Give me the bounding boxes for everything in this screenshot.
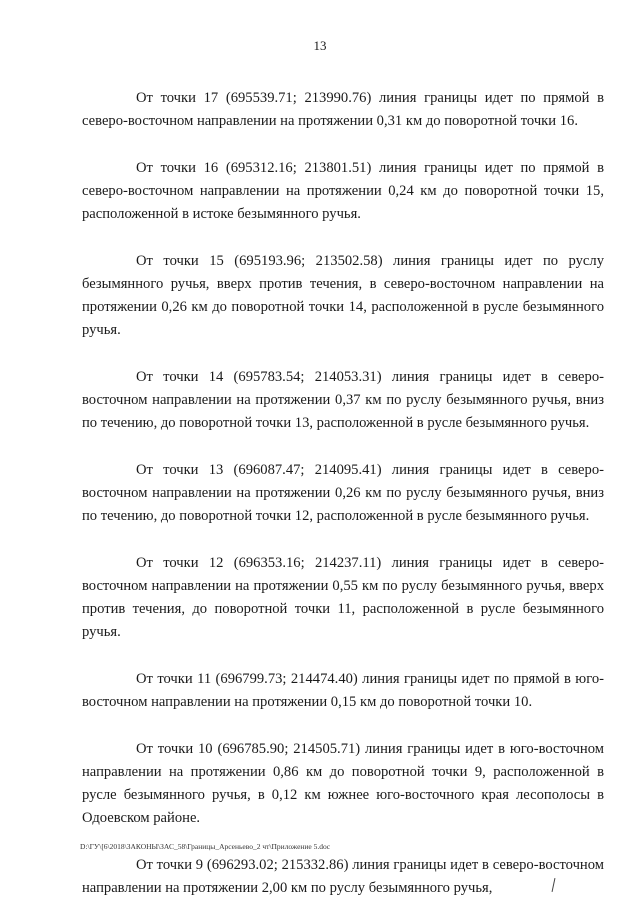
paragraph-point-14: От точки 14 (695783.54; 214053.31) линия границы идет в северо-восточном направлении на протяжении 0,37 км по руслу безымянного ручья, вниз по течению, до поворотной точки 13, расположенной в русле безымянного ручья. [82,369,604,431]
paragraph-point-11: От точки 11 (696799.73; 214474.40) линия границы идет по прямой в юго-восточном направлении на протяжении 0,15 км до поворотной точки 10. [82,671,604,710]
paragraph-point-17: От точки 17 (695539.71; 213990.76) линия границы идет по прямой в северо-восточном направлении на протяжении 0,31 км до поворотной точки 16. [82,90,604,129]
footer-file-path: D:\ГУ\[6\2018\ЗАКОНЫ\ЗАС_58\Границы_Арсеньево_2 чт\Приложение 5.doc [80,842,331,851]
paragraph-point-12: От точки 12 (696353.16; 214237.11) линия границы идет в северо-восточном направлении на протяжении 0,55 км по руслу безымянного ручья, вверх против течения, до поворотной точки 11, расположенной в русле безымянного ручья. [82,555,604,640]
paragraph-point-9: От точки 9 (696293.02; 215332.86) линия границы идет в северо-восточном направлении на протяжении 2,00 км по руслу безымянного ручья, [82,857,604,896]
paragraph-point-15: От точки 15 (695193.96; 213502.58) линия границы идет по руслу безымянного ручья, вверх против течения, в северо-восточном направлении на протяжении 0,26 км до поворотной точки 14, расположенной в русле безымянного ручья. [82,253,604,338]
page-number: 13 [313,38,327,53]
paragraph-point-13: От точки 13 (696087.47; 214095.41) линия границы идет в северо-восточном направлении на протяжении 0,26 км по руслу безымянного ручья, вниз по течению, до поворотной точки 12, расположенной в русле безымянного ручья. [82,462,604,524]
paragraph-point-10: От точки 10 (696785.90; 214505.71) линия границы идет в юго-восточном направлении на протяжении 0,86 км до поворотной точки 9, расположенной в русле безымянного ручья, в 0,12 км южнее юго-восточного края лесополосы в Одоевском районе. [82,741,604,826]
paragraph-point-16: От точки 16 (695312.16; 213801.51) линия границы идет по прямой в северо-восточном направлении на протяжении 0,24 км до поворотной точки 15, расположенной в истоке безымянного ручья. [82,160,604,222]
document-body [82,87,604,924]
